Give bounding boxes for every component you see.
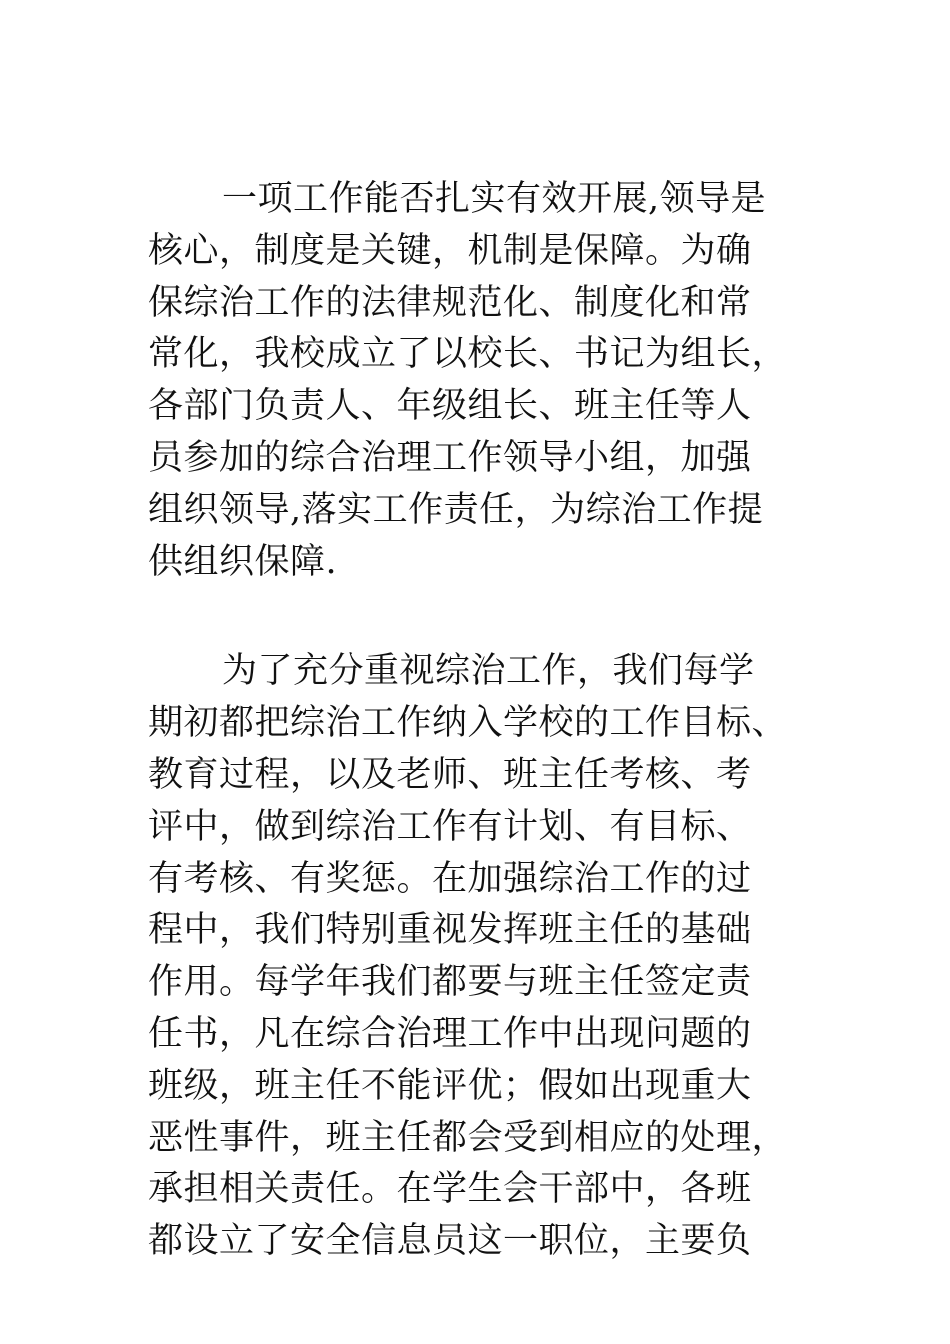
paragraph-line: 一项工作能否扎实有效开展,领导是 (222, 179, 767, 219)
paragraph-line: 都设立了安全信息员这一职位，主要负 (148, 1221, 752, 1262)
paragraph-line: 常化，我校成立了以校长、书记为组长， (148, 334, 788, 375)
paragraph-line: 各部门负责人、年级组长、班主任等人 (148, 386, 752, 427)
paragraph-line: 有考核、有奖惩。在加强综治工作的过 (148, 858, 752, 899)
paragraph-line: 程中，我们特别重视发挥班主任的基础 (148, 910, 752, 951)
paragraph-line: 为了充分重视综治工作，我们每学 (222, 651, 755, 692)
paragraph-line: 教育过程，以及老师、班主任考核、考 (148, 754, 752, 795)
paragraph-line: 任书，凡在综合治理工作中出现问题的 (148, 1013, 752, 1054)
paragraph-line: 作用。每学年我们都要与班主任签定责 (148, 962, 752, 1003)
paragraph-line: 组织领导,落实工作责任，为综治工作提 (148, 489, 764, 530)
paragraph-line: 供组织保障. (148, 541, 338, 582)
paragraph-line: 员参加的综合治理工作领导小组，加强 (148, 437, 752, 478)
paragraph-line: 恶性事件，班主任都会受到相应的处理， (148, 1117, 788, 1158)
paragraph-spacer (148, 588, 813, 646)
paragraph-line: 承担相关责任。在学生会干部中，各班 (148, 1169, 752, 1210)
paragraph-1 (148, 174, 813, 588)
paragraph-line: 评中，做到综治工作有计划、有目标、 (148, 806, 752, 847)
paragraph-line: 班级，班主任不能评优；假如出现重大 (148, 1065, 752, 1106)
paragraph-line: 期初都把综治工作纳入学校的工作目标、 (148, 703, 788, 744)
paragraph-line: 保综治工作的法律规范化、制度化和常 (148, 282, 752, 323)
document-body (148, 174, 813, 1268)
paragraph-line: 核心，制度是关键，机制是保障。为确 (148, 230, 752, 271)
paragraph-2 (148, 646, 813, 1268)
